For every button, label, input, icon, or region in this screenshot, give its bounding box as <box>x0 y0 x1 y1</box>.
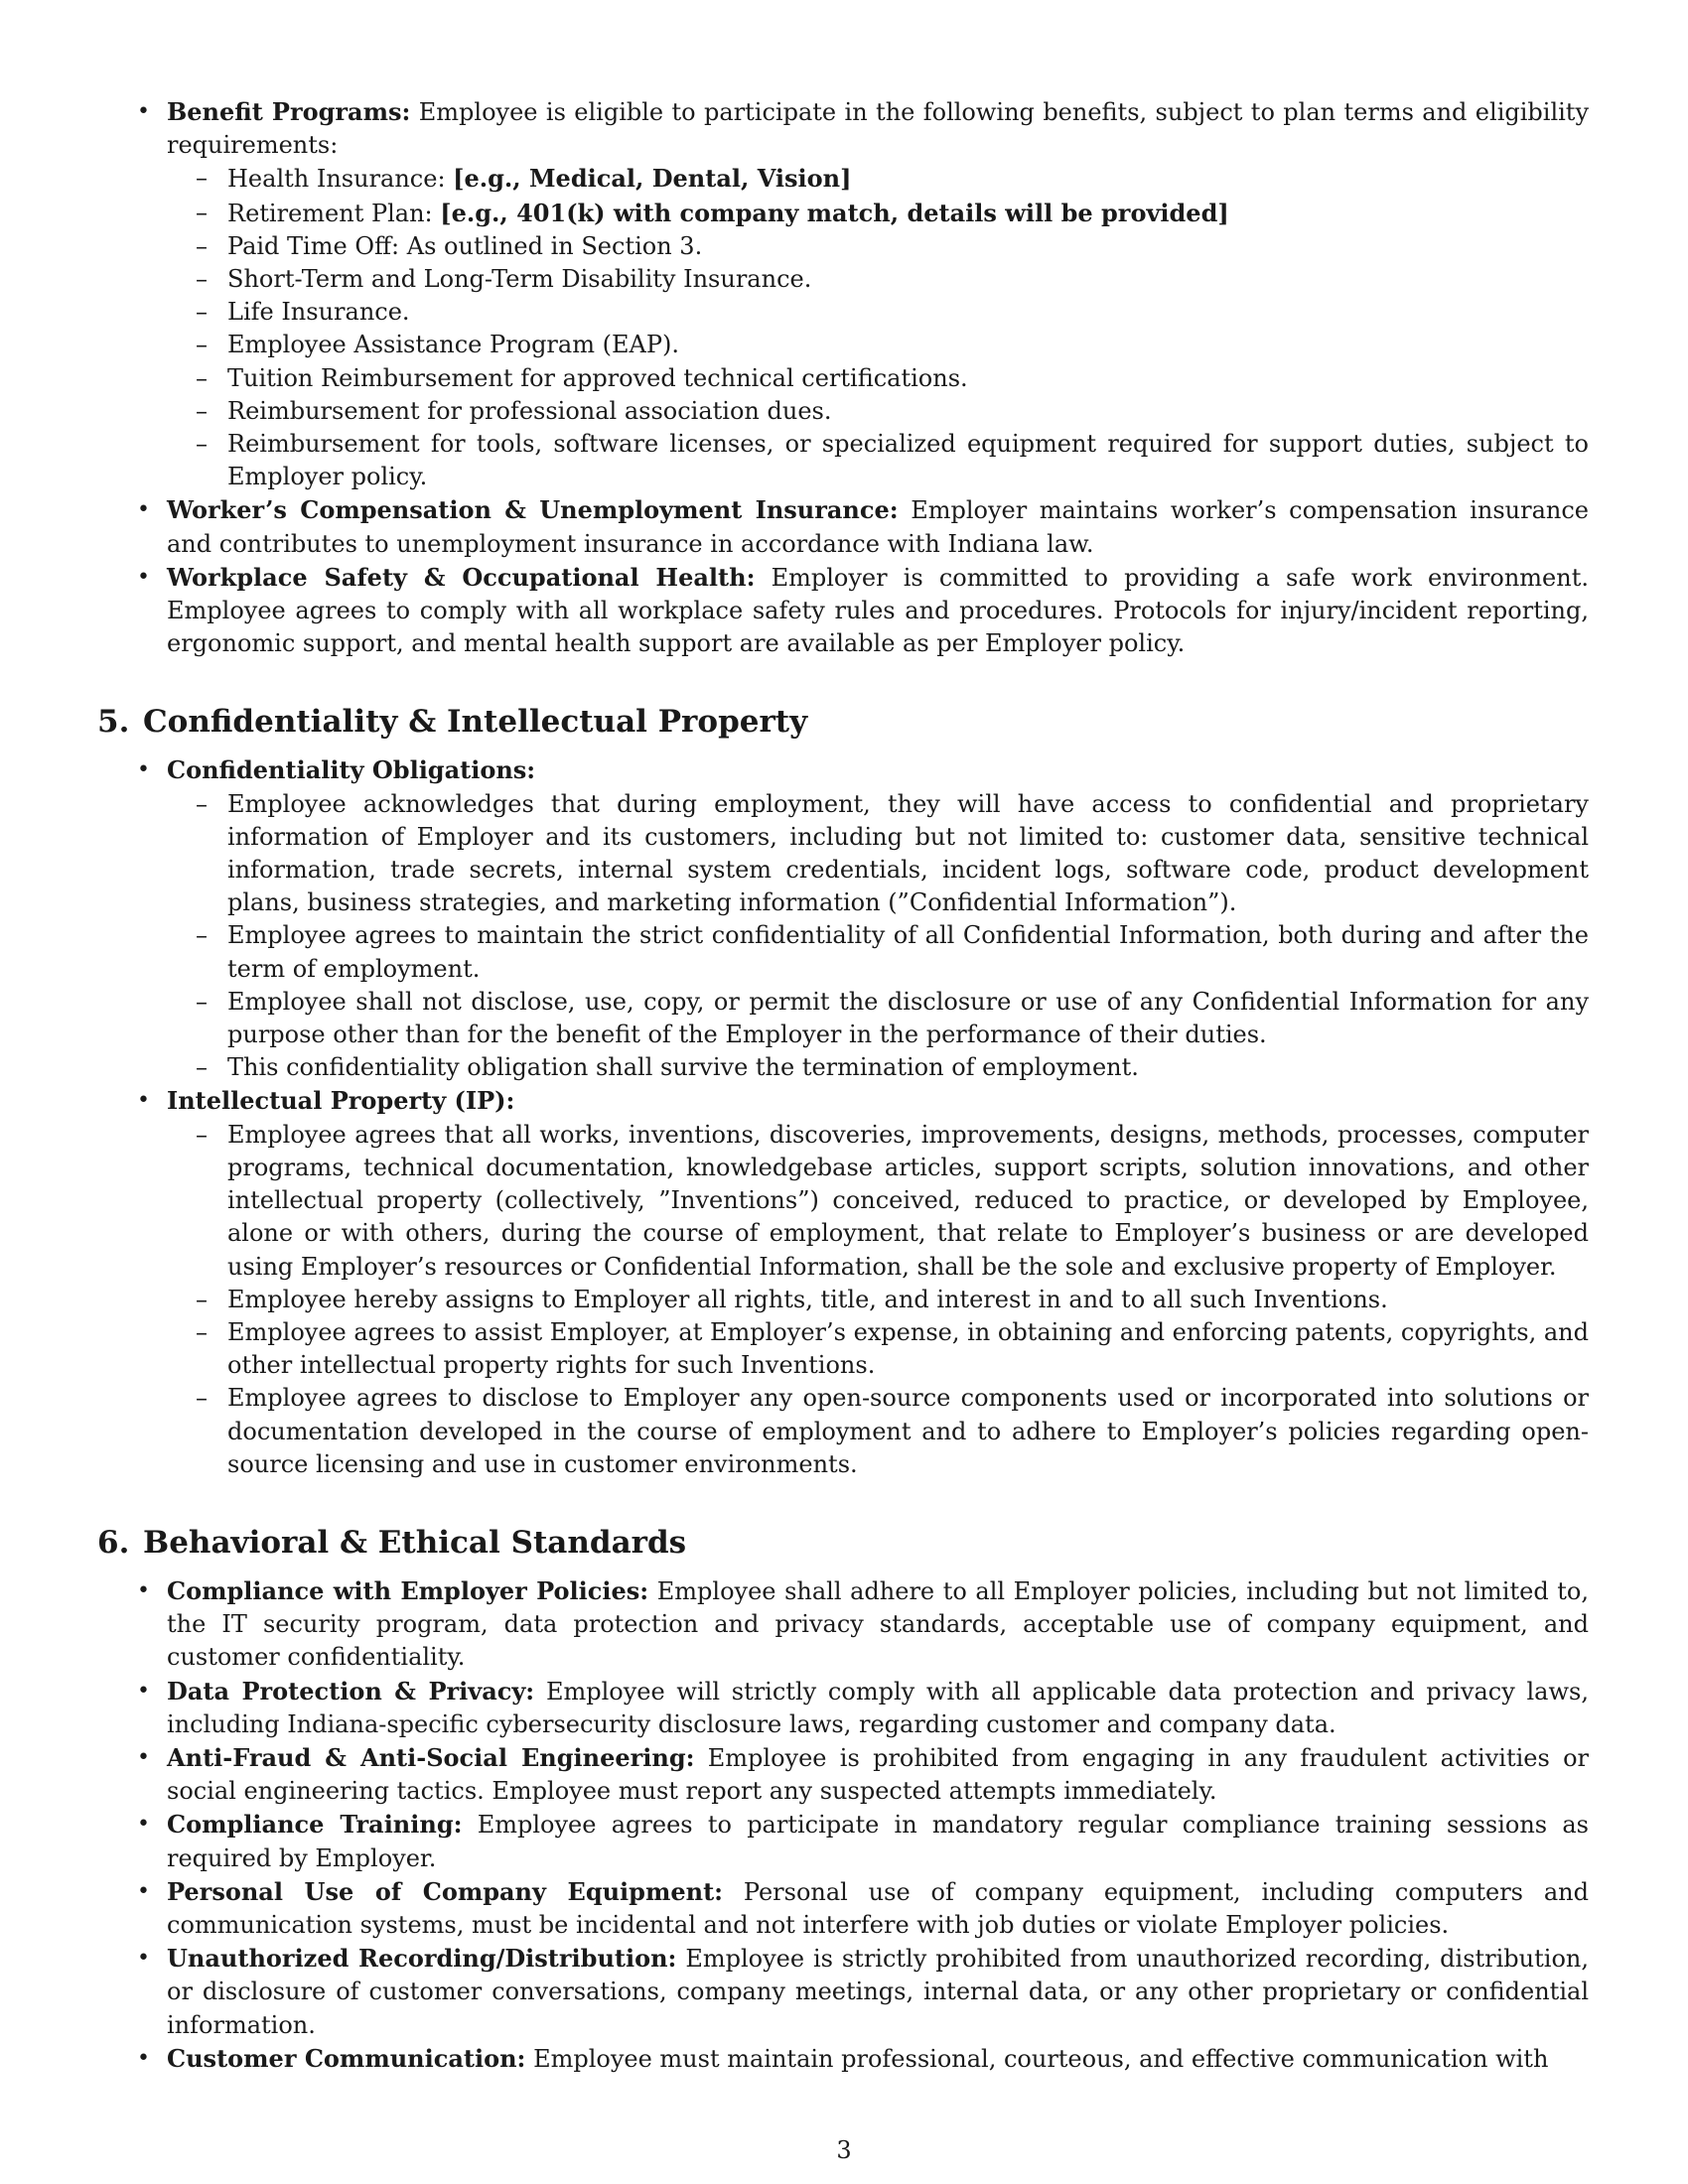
dash-icon: – <box>196 1053 208 1082</box>
item-text: Employee is prohibited from engaging in any fraudulent activities or social engineering tactics. Employee must report any suspected attempts immediately. <box>167 1743 1589 1806</box>
item-text: This confidentiality obligation shall survive the termination of employment. <box>227 1053 1139 1082</box>
section-heading-6 <box>97 1523 1589 1563</box>
item-text: Employee must maintain professional, courteous, and effective communication with <box>533 2044 1549 2073</box>
list-item-workplace-safety <box>97 561 1589 661</box>
dash-icon: – <box>196 1285 208 1313</box>
section-heading-5 <box>97 702 1589 742</box>
item-text: Reimbursement for tools, software licenses, or specialized equipment required for support duties, subject to Employer policy. <box>227 430 1589 491</box>
list-item <box>167 1382 1589 1481</box>
item-text: Reimbursement for professional association dues. <box>227 396 832 425</box>
benefits-list <box>97 95 1589 660</box>
dash-icon: – <box>196 363 208 392</box>
dash-icon: – <box>196 231 208 260</box>
item-text: Employee acknowledges that during employment, they will have access to confidential and proprietary information of Employer and its customers, including but not limited to: customer data, sensitive technical information, trade secrets, internal system credentials, incident logs, software code, product development plans, business strategies, and marketing information (”Confidential Information”). <box>227 789 1589 917</box>
bullet-icon: • <box>137 1946 150 1972</box>
list-item <box>97 1942 1589 2042</box>
list-item <box>167 395 1589 428</box>
bullet-icon: • <box>137 1812 150 1838</box>
section-title-text: Confidentiality & Intellectual Property <box>143 704 808 741</box>
page-content <box>97 95 1589 2076</box>
item-text: Employer maintains worker’s compensation insurance and contributes to unemployment insurance in accordance with Indiana law. <box>167 496 1590 558</box>
item-text: Employer is committed to providing a safe work environment. Employee agrees to comply with all workplace safety rules and procedures. Protocols for injury/incident reporting, ergonomic support, and mental health support are available as per Employer policy. <box>167 563 1589 658</box>
section-number: 6. <box>97 1524 130 1561</box>
list-item <box>167 230 1589 263</box>
confidentiality-sublist <box>167 788 1589 1085</box>
item-label: Personal Use of Company Equipment: <box>167 1876 724 1906</box>
list-item <box>167 1119 1589 1284</box>
list-item <box>167 788 1589 920</box>
page-number: 3 <box>836 2136 852 2164</box>
section-5-list <box>97 753 1589 1480</box>
list-item <box>167 919 1589 985</box>
item-label: Anti-Fraud & Anti-Social Engineering: <box>167 1742 695 1772</box>
item-text: Employee is strictly prohibited from unauthorized recording, distribution, or disclosure of customer conversations, company meetings, internal data, or any other proprietary or confidential information. <box>167 1945 1589 2039</box>
item-text: Short-Term and Long-Term Disability Insurance. <box>227 265 812 294</box>
list-item <box>97 1574 1589 1675</box>
list-item <box>167 197 1589 230</box>
item-label: Compliance with Employer Policies: <box>167 1575 649 1605</box>
bullet-icon: • <box>137 1577 150 1603</box>
section-title <box>97 1523 1589 1563</box>
list-item <box>97 2042 1589 2076</box>
bullet-icon: • <box>137 1088 150 1114</box>
item-text: Employee agrees to participate in mandatory regular compliance training sessions as required by Employer. <box>167 1811 1589 1872</box>
list-item <box>167 428 1589 493</box>
item-text: Employee agrees to assist Employer, at Employer’s expense, in obtaining and enforcing patents, copyrights, and other intellectual property rights for such Inventions. <box>227 1317 1589 1380</box>
dash-icon: – <box>196 265 208 294</box>
item-text: Paid Time Off: As outlined in Section 3. <box>227 231 703 260</box>
item-label: Confidentiality Obligations: <box>167 755 536 785</box>
item-text: Employee Assistance Program (EAP). <box>227 331 679 359</box>
list-item-benefit-programs <box>97 95 1589 493</box>
item-text: Employee is eligible to participate in the following benefits, subject to plan terms and eligibility requirements: <box>167 98 1589 160</box>
item-label: Compliance Training: <box>167 1810 463 1840</box>
item-label: Customer Communication: <box>167 2043 526 2073</box>
list-item-workers-comp <box>97 493 1589 560</box>
item-text: Life Insurance. <box>227 298 410 327</box>
item-label: Workplace Safety & Occupational Health: <box>167 562 756 592</box>
bullet-icon: • <box>137 2045 150 2071</box>
item-text: Personal use of company equipment, including computers and communication systems, must be incidental and not interfere with job duties or violate Employer policies. <box>167 1877 1589 1939</box>
item-text: Employee shall adhere to all Employer policies, including but not limited to, the IT security program, data protection and privacy standards, acceptable use of company equipment, and customer confidentiality. <box>167 1576 1589 1672</box>
dash-icon: – <box>196 921 208 950</box>
list-item <box>167 986 1589 1051</box>
section-number: 5. <box>97 704 130 741</box>
item-text: Employee shall not disclose, use, copy, or permit the disclosure or use of any Confidential Information for any purpose other than for the benefit of the Employer in the performance of their duties. <box>227 987 1589 1049</box>
dash-icon: – <box>196 331 208 359</box>
bullet-icon: • <box>137 1744 150 1770</box>
item-label: Unauthorized Recording/Distribution: <box>167 1944 677 1974</box>
list-item <box>97 1741 1589 1808</box>
item-label: Intellectual Property (IP): <box>167 1086 515 1116</box>
section-title <box>97 702 1589 742</box>
list-item <box>167 1284 1589 1316</box>
dash-icon: – <box>196 430 208 459</box>
dash-icon: – <box>196 298 208 327</box>
item-text: Employee agrees that all works, inventions, discoveries, improvements, designs, methods, processes, computer programs, technical documentation, knowledgebase articles, support scripts, solution innovations, and other intellectual property (collectively, ”Inventions”) conceived, reduced to practice, or developed by Employee, alone or with others, during the course of employment, that relate to Employer’s business or are developed using Employer’s resources or Confidential Information, shall be the sole and exclusive property of Employer. <box>227 1120 1589 1281</box>
list-item <box>167 1316 1589 1382</box>
bullet-icon: • <box>137 1878 150 1904</box>
item-label: Benefit Programs: <box>167 97 411 126</box>
bullet-icon: • <box>137 497 150 523</box>
list-item <box>167 329 1589 361</box>
item-text: Health Insurance: <box>227 165 454 194</box>
dash-icon: – <box>196 789 208 818</box>
dash-icon: – <box>196 1317 208 1346</box>
dash-icon: – <box>196 1120 208 1149</box>
list-item <box>97 1875 1589 1942</box>
item-text: Employee hereby assigns to Employer all rights, title, and interest in and to all such Inventions. <box>227 1285 1388 1313</box>
bullet-icon: • <box>137 99 150 124</box>
list-item <box>167 1051 1589 1084</box>
list-item <box>97 1808 1589 1874</box>
dash-icon: – <box>196 396 208 425</box>
item-label: Data Protection & Privacy: <box>167 1676 535 1706</box>
list-item-intellectual-property <box>97 1084 1589 1480</box>
bullet-icon: • <box>137 1678 150 1704</box>
placeholder-text: [e.g., 401(k) with company match, details will be provided] <box>440 198 1229 227</box>
item-text: Employee agrees to disclose to Employer any open-source components used or incorporated into solutions or documentation developed in the course of employment and to adhere to Employer’s policies regarding open-source licensing and use in customer environments. <box>227 1384 1589 1478</box>
section-title-text: Behavioral & Ethical Standards <box>143 1524 687 1561</box>
item-label: Worker’s Compensation & Unemployment Insurance: <box>167 495 899 525</box>
bullet-icon: • <box>137 757 150 783</box>
item-text: Retirement Plan: <box>227 199 441 227</box>
list-item <box>167 162 1589 196</box>
list-item <box>97 1675 1589 1741</box>
dash-icon: – <box>196 164 208 193</box>
item-text: Employee agrees to maintain the strict confidentiality of all Confidential Information, both during and after the term of employment. <box>227 921 1589 983</box>
list-item-confidentiality <box>97 753 1589 1084</box>
placeholder-text: [e.g., Medical, Dental, Vision] <box>453 164 852 194</box>
section-6-list <box>97 1574 1589 2076</box>
item-text: Tuition Reimbursement for approved technical certifications. <box>227 363 968 392</box>
dash-icon: – <box>196 987 208 1016</box>
list-item <box>167 263 1589 296</box>
ip-sublist <box>167 1119 1589 1481</box>
list-item <box>167 296 1589 329</box>
dash-icon: – <box>196 1384 208 1413</box>
dash-icon: – <box>196 198 208 226</box>
bullet-icon: • <box>137 564 150 590</box>
item-text: Employee will strictly comply with all applicable data protection and privacy laws, including Indiana-specific cybersecurity disclosure laws, regarding customer and company data. <box>167 1677 1589 1738</box>
benefits-sublist <box>167 162 1589 493</box>
list-item <box>167 362 1589 395</box>
